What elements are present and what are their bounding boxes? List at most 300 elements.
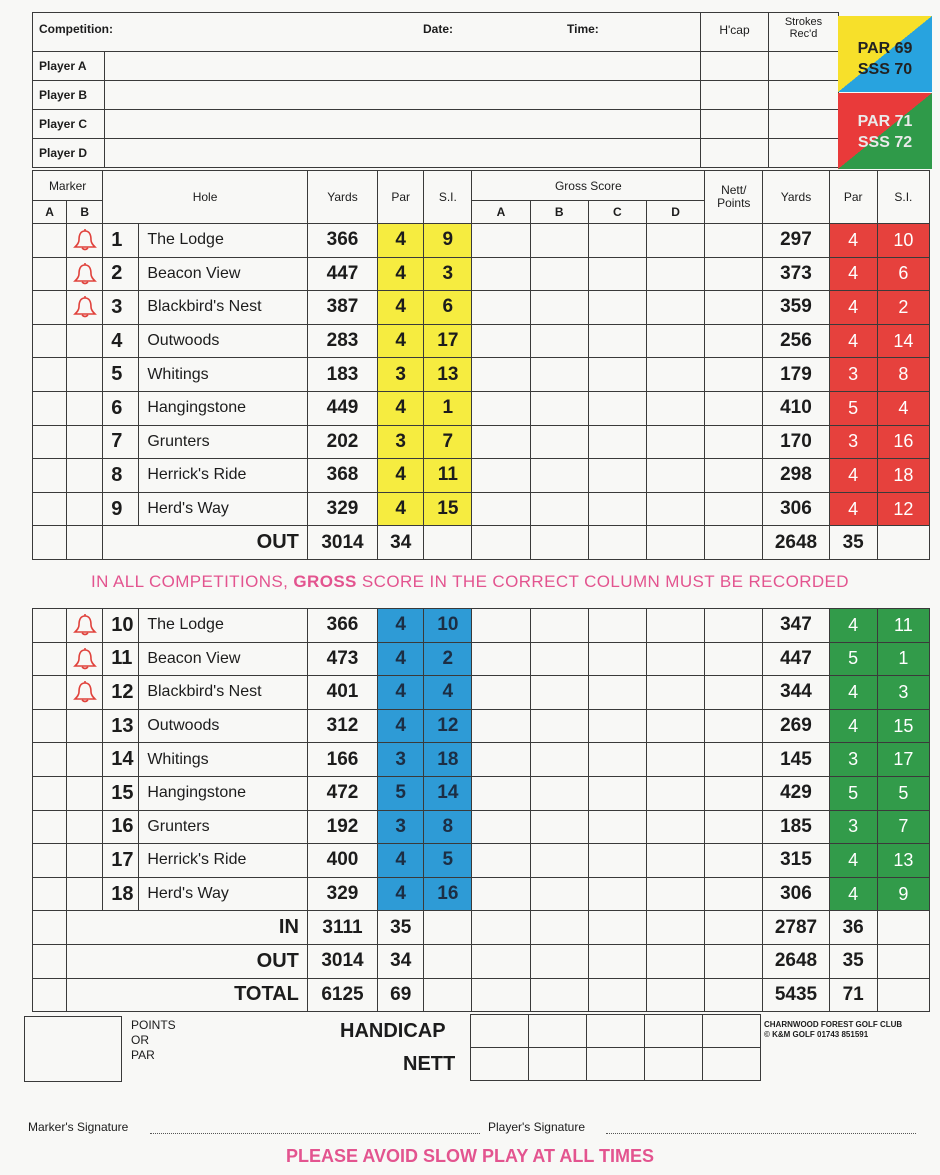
out-marker-b-cell[interactable] bbox=[67, 526, 103, 560]
marker-b-cell[interactable] bbox=[67, 459, 103, 493]
hole-par-alt: 4 bbox=[829, 257, 877, 291]
hole-yards: 283 bbox=[307, 324, 377, 358]
marker-a-cell[interactable] bbox=[33, 291, 67, 325]
gross-score-a-cell[interactable] bbox=[472, 459, 530, 493]
gross-c-header: C bbox=[588, 201, 646, 224]
total-label: OUT bbox=[67, 944, 308, 978]
total-row-out bbox=[33, 944, 930, 978]
player-d-label: Player D bbox=[33, 139, 105, 168]
marker-a-cell[interactable] bbox=[33, 709, 67, 743]
marker-b-cell[interactable] bbox=[67, 709, 103, 743]
total-gross-d-cell[interactable] bbox=[646, 911, 704, 945]
gross-score-d-cell[interactable] bbox=[646, 358, 704, 392]
gross-score-b-cell[interactable] bbox=[530, 224, 588, 258]
gross-score-a-cell[interactable] bbox=[472, 877, 530, 911]
gross-score-c-cell[interactable] bbox=[588, 224, 646, 258]
nett-points-cell[interactable] bbox=[705, 709, 763, 743]
nett-label-bottom: NETT bbox=[403, 1053, 456, 1075]
hole-yards: 329 bbox=[307, 877, 377, 911]
nett-points-cell[interactable] bbox=[705, 459, 763, 493]
hole-number: 16 bbox=[103, 810, 139, 844]
gross-score-a-cell[interactable] bbox=[472, 642, 530, 676]
marker-b-cell[interactable] bbox=[67, 257, 103, 291]
gross-score-d-cell[interactable] bbox=[646, 676, 704, 710]
hole-name: Hangingstone bbox=[139, 776, 308, 810]
hole-yards: 202 bbox=[307, 425, 377, 459]
nett-points-cell[interactable] bbox=[705, 224, 763, 258]
hole-number: 9 bbox=[103, 492, 139, 526]
hole-name: Herrick's Ride bbox=[139, 459, 308, 493]
tee1-sss-text: SSS 70 bbox=[857, 61, 913, 78]
total-par: 35 bbox=[378, 911, 424, 945]
nett-points-cell[interactable] bbox=[705, 776, 763, 810]
gross-score-d-cell[interactable] bbox=[646, 391, 704, 425]
gross-a-header: A bbox=[472, 201, 530, 224]
hole-row-8 bbox=[33, 459, 930, 493]
gross-score-b-cell[interactable] bbox=[530, 609, 588, 643]
hole-stroke-index: 4 bbox=[424, 676, 472, 710]
hole-yards-alt: 315 bbox=[763, 844, 829, 878]
out-gross-d-cell[interactable] bbox=[646, 526, 704, 560]
hole-stroke-index: 6 bbox=[424, 291, 472, 325]
nett-points-cell[interactable] bbox=[705, 291, 763, 325]
hole-yards-alt: 373 bbox=[763, 257, 829, 291]
gross-score-b-cell[interactable] bbox=[530, 257, 588, 291]
nett-points-cell[interactable] bbox=[705, 844, 763, 878]
gross-score-a-cell[interactable] bbox=[472, 425, 530, 459]
marker-b-cell[interactable] bbox=[67, 358, 103, 392]
nett-nett-cell[interactable] bbox=[703, 1048, 761, 1081]
par2-header: Par bbox=[829, 171, 877, 224]
gross-score-b-cell[interactable] bbox=[530, 492, 588, 526]
player-d-hcap-field[interactable] bbox=[701, 139, 769, 168]
gross-score-a-cell[interactable] bbox=[472, 676, 530, 710]
marker-a-cell[interactable] bbox=[33, 224, 67, 258]
hole-par: 4 bbox=[378, 609, 424, 643]
marker-a-cell[interactable] bbox=[33, 676, 67, 710]
gross-score-d-cell[interactable] bbox=[646, 291, 704, 325]
marker-a-cell[interactable] bbox=[33, 877, 67, 911]
gross-score-d-cell[interactable] bbox=[646, 877, 704, 911]
total-gross-b-cell[interactable] bbox=[530, 911, 588, 945]
gross-score-b-cell[interactable] bbox=[530, 324, 588, 358]
gross-score-d-cell[interactable] bbox=[646, 776, 704, 810]
gross-score-c-cell[interactable] bbox=[588, 425, 646, 459]
bell-icon bbox=[72, 262, 98, 286]
total-marker-a-cell[interactable] bbox=[33, 944, 67, 978]
hole-number: 18 bbox=[103, 877, 139, 911]
gross-score-c-cell[interactable] bbox=[588, 844, 646, 878]
gross-score-a-cell[interactable] bbox=[472, 743, 530, 777]
hole-yards-alt: 185 bbox=[763, 810, 829, 844]
marker-a-cell[interactable] bbox=[33, 391, 67, 425]
player-b-label: Player B bbox=[33, 81, 105, 110]
handicap-nett-cell[interactable] bbox=[703, 1015, 761, 1048]
marker-a-cell[interactable] bbox=[33, 425, 67, 459]
total-si-cell bbox=[424, 978, 472, 1012]
gross-score-a-cell[interactable] bbox=[472, 810, 530, 844]
marker-a-cell[interactable] bbox=[33, 743, 67, 777]
hole-name: The Lodge bbox=[139, 609, 308, 643]
total-gross-a-cell[interactable] bbox=[472, 944, 530, 978]
hole-par: 4 bbox=[378, 324, 424, 358]
competition-label: Competition: bbox=[39, 22, 113, 36]
marker-b-cell[interactable] bbox=[67, 391, 103, 425]
hole-name: Outwoods bbox=[139, 324, 308, 358]
gross-score-d-cell[interactable] bbox=[646, 642, 704, 676]
gross-score-c-cell[interactable] bbox=[588, 257, 646, 291]
hole-header: Hole bbox=[103, 171, 308, 224]
player-a-name-field[interactable] bbox=[105, 52, 701, 81]
total-yards-alt: 5435 bbox=[763, 978, 829, 1012]
marker-a-cell[interactable] bbox=[33, 257, 67, 291]
total-gross-c-cell[interactable] bbox=[588, 944, 646, 978]
nett-points-cell[interactable] bbox=[705, 425, 763, 459]
gross-score-a-cell[interactable] bbox=[472, 291, 530, 325]
gross-score-d-cell[interactable] bbox=[646, 324, 704, 358]
out-si2-cell bbox=[877, 526, 929, 560]
hole-yards: 183 bbox=[307, 358, 377, 392]
marker-signature-line[interactable] bbox=[150, 1133, 480, 1134]
handicap-c-cell[interactable] bbox=[587, 1015, 645, 1048]
gross-score-b-cell[interactable] bbox=[530, 459, 588, 493]
gross-score-c-cell[interactable] bbox=[588, 609, 646, 643]
hole-row-9 bbox=[33, 492, 930, 526]
hole-name: Blackbird's Nest bbox=[139, 676, 308, 710]
hole-number: 3 bbox=[103, 291, 139, 325]
nett-b-cell[interactable] bbox=[529, 1048, 587, 1081]
out-si-cell bbox=[424, 526, 472, 560]
gross-score-c-cell[interactable] bbox=[588, 492, 646, 526]
gross-score-c-cell[interactable] bbox=[588, 642, 646, 676]
hole-yards: 401 bbox=[307, 676, 377, 710]
bell-icon bbox=[72, 295, 98, 319]
hole-stroke-index-alt: 16 bbox=[877, 425, 929, 459]
hole-par-alt: 4 bbox=[829, 492, 877, 526]
hole-row-15 bbox=[33, 776, 930, 810]
hole-stroke-index: 7 bbox=[424, 425, 472, 459]
player-header-table bbox=[32, 12, 839, 168]
hole-stroke-index: 8 bbox=[424, 810, 472, 844]
hole-par: 3 bbox=[378, 810, 424, 844]
marker-a-cell[interactable] bbox=[33, 459, 67, 493]
hole-row-5 bbox=[33, 358, 930, 392]
gross-score-d-cell[interactable] bbox=[646, 257, 704, 291]
marker-a-cell[interactable] bbox=[33, 358, 67, 392]
gross-score-a-cell[interactable] bbox=[472, 391, 530, 425]
nett-points-cell[interactable] bbox=[705, 257, 763, 291]
gross-score-a-cell[interactable] bbox=[472, 776, 530, 810]
handicap-a-cell[interactable] bbox=[471, 1015, 529, 1048]
hole-par: 3 bbox=[378, 358, 424, 392]
hole-par: 4 bbox=[378, 642, 424, 676]
marker-a-cell[interactable] bbox=[33, 492, 67, 526]
gross-score-b-cell[interactable] bbox=[530, 642, 588, 676]
marker-b-cell[interactable] bbox=[67, 776, 103, 810]
marker-a-cell[interactable] bbox=[33, 776, 67, 810]
gross-score-d-cell[interactable] bbox=[646, 844, 704, 878]
total-label: IN bbox=[67, 911, 308, 945]
hole-par-alt: 4 bbox=[829, 844, 877, 878]
total-gross-b-cell[interactable] bbox=[530, 978, 588, 1012]
player-b-name-field[interactable] bbox=[105, 81, 701, 110]
gross-score-a-cell[interactable] bbox=[472, 492, 530, 526]
hole-stroke-index: 15 bbox=[424, 492, 472, 526]
total-row-in bbox=[33, 911, 930, 945]
hole-stroke-index-alt: 12 bbox=[877, 492, 929, 526]
gross-score-c-cell[interactable] bbox=[588, 324, 646, 358]
hole-number: 4 bbox=[103, 324, 139, 358]
hole-stroke-index: 10 bbox=[424, 609, 472, 643]
par-text: PAR bbox=[131, 1048, 155, 1062]
gross-score-d-cell[interactable] bbox=[646, 224, 704, 258]
marker-b-cell[interactable] bbox=[67, 492, 103, 526]
marker-b-cell[interactable] bbox=[67, 291, 103, 325]
handicap-d-cell[interactable] bbox=[645, 1015, 703, 1048]
hole-stroke-index-alt: 9 bbox=[877, 877, 929, 911]
out-gross-c-cell[interactable] bbox=[588, 526, 646, 560]
hole-stroke-index: 5 bbox=[424, 844, 472, 878]
gross-b-header: B bbox=[530, 201, 588, 224]
hole-yards: 312 bbox=[307, 709, 377, 743]
total-marker-a-cell[interactable] bbox=[33, 978, 67, 1012]
gross-score-b-cell[interactable] bbox=[530, 358, 588, 392]
total-yards-alt: 2787 bbox=[763, 911, 829, 945]
hole-par-alt: 4 bbox=[829, 224, 877, 258]
marker-b-cell[interactable] bbox=[67, 877, 103, 911]
hole-yards-alt: 410 bbox=[763, 391, 829, 425]
gross-score-a-cell[interactable] bbox=[472, 324, 530, 358]
nett-c-cell[interactable] bbox=[587, 1048, 645, 1081]
bell-icon bbox=[72, 613, 98, 637]
gross-score-b-cell[interactable] bbox=[530, 291, 588, 325]
gross-score-c-cell[interactable] bbox=[588, 358, 646, 392]
hcap-header: H'cap bbox=[701, 13, 769, 52]
gross-score-c-cell[interactable] bbox=[588, 291, 646, 325]
hole-stroke-index-alt: 10 bbox=[877, 224, 929, 258]
hole-par-alt: 4 bbox=[829, 459, 877, 493]
total-gross-d-cell[interactable] bbox=[646, 944, 704, 978]
total-gross-a-cell[interactable] bbox=[472, 911, 530, 945]
hole-name: Beacon View bbox=[139, 642, 308, 676]
hole-yards: 400 bbox=[307, 844, 377, 878]
marker-b-cell[interactable] bbox=[67, 224, 103, 258]
total-nett-cell[interactable] bbox=[705, 911, 763, 945]
gross-score-c-cell[interactable] bbox=[588, 776, 646, 810]
player-b-strokes-field[interactable] bbox=[769, 81, 839, 110]
hole-stroke-index-alt: 13 bbox=[877, 844, 929, 878]
gross-score-a-cell[interactable] bbox=[472, 844, 530, 878]
club-credit bbox=[764, 1020, 902, 1040]
gross-score-d-cell[interactable] bbox=[646, 743, 704, 777]
gross-score-a-cell[interactable] bbox=[472, 257, 530, 291]
nett-points-cell[interactable] bbox=[705, 391, 763, 425]
nett-points-cell[interactable] bbox=[705, 492, 763, 526]
hole-stroke-index-alt: 2 bbox=[877, 291, 929, 325]
nett-points-cell[interactable] bbox=[705, 810, 763, 844]
nett-a-cell[interactable] bbox=[471, 1048, 529, 1081]
hole-row-1 bbox=[33, 224, 930, 258]
hole-par: 4 bbox=[378, 492, 424, 526]
gross-score-c-cell[interactable] bbox=[588, 709, 646, 743]
nett-d-cell[interactable] bbox=[645, 1048, 703, 1081]
gross-score-a-cell[interactable] bbox=[472, 358, 530, 392]
gross-score-b-cell[interactable] bbox=[530, 676, 588, 710]
hole-number: 15 bbox=[103, 776, 139, 810]
gross-score-c-cell[interactable] bbox=[588, 743, 646, 777]
hole-yards: 368 bbox=[307, 459, 377, 493]
hole-row-7 bbox=[33, 425, 930, 459]
nett-points-cell[interactable] bbox=[705, 324, 763, 358]
player-c-strokes-field[interactable] bbox=[769, 110, 839, 139]
gross-score-c-cell[interactable] bbox=[588, 877, 646, 911]
total-gross-a-cell[interactable] bbox=[472, 978, 530, 1012]
marker-a-cell[interactable] bbox=[33, 609, 67, 643]
player-a-strokes-field[interactable] bbox=[769, 52, 839, 81]
gross-score-a-cell[interactable] bbox=[472, 709, 530, 743]
competition-field[interactable] bbox=[33, 13, 701, 52]
gross-score-d-cell[interactable] bbox=[646, 459, 704, 493]
gross-score-c-cell[interactable] bbox=[588, 810, 646, 844]
total-nett-cell[interactable] bbox=[705, 944, 763, 978]
marker-b-cell[interactable] bbox=[67, 743, 103, 777]
par-header: Par bbox=[378, 171, 424, 224]
total-gross-c-cell[interactable] bbox=[588, 978, 646, 1012]
gross-score-b-cell[interactable] bbox=[530, 877, 588, 911]
out-gross-b-cell[interactable] bbox=[530, 526, 588, 560]
marker-b-cell[interactable] bbox=[67, 810, 103, 844]
hole-number: 17 bbox=[103, 844, 139, 878]
hole-yards: 449 bbox=[307, 391, 377, 425]
hole-yards: 473 bbox=[307, 642, 377, 676]
total-row-total bbox=[33, 978, 930, 1012]
nett-points-cell[interactable] bbox=[705, 743, 763, 777]
hole-row-13 bbox=[33, 709, 930, 743]
hole-stroke-index: 9 bbox=[424, 224, 472, 258]
nett-points-cell[interactable] bbox=[705, 642, 763, 676]
out-yards2: 2648 bbox=[763, 526, 829, 560]
player-d-strokes-field[interactable] bbox=[769, 139, 839, 168]
player-d-name-field[interactable] bbox=[105, 139, 701, 168]
gross-score-d-cell[interactable] bbox=[646, 810, 704, 844]
marker-b-cell[interactable] bbox=[67, 676, 103, 710]
total-nett-cell[interactable] bbox=[705, 978, 763, 1012]
hole-name: Herrick's Ride bbox=[139, 844, 308, 878]
hole-stroke-index-alt: 18 bbox=[877, 459, 929, 493]
marker-a-cell[interactable] bbox=[33, 642, 67, 676]
gross-score-a-cell[interactable] bbox=[472, 609, 530, 643]
marker-a-cell[interactable] bbox=[33, 324, 67, 358]
hole-yards-alt: 347 bbox=[763, 609, 829, 643]
total-gross-d-cell[interactable] bbox=[646, 978, 704, 1012]
total-par-alt: 71 bbox=[829, 978, 877, 1012]
hole-par: 4 bbox=[378, 391, 424, 425]
hole-par: 4 bbox=[378, 676, 424, 710]
marker-b-cell[interactable] bbox=[67, 609, 103, 643]
gross-score-b-cell[interactable] bbox=[530, 743, 588, 777]
nett-points-cell[interactable] bbox=[705, 676, 763, 710]
hole-yards-alt: 179 bbox=[763, 358, 829, 392]
total-gross-b-cell[interactable] bbox=[530, 944, 588, 978]
hole-stroke-index: 3 bbox=[424, 257, 472, 291]
gross-score-c-cell[interactable] bbox=[588, 391, 646, 425]
total-yards: 6125 bbox=[307, 978, 377, 1012]
hole-row-16 bbox=[33, 810, 930, 844]
total-gross-c-cell[interactable] bbox=[588, 911, 646, 945]
nett-label: Nett/ bbox=[721, 183, 747, 197]
hole-yards-alt: 306 bbox=[763, 492, 829, 526]
gross-score-c-cell[interactable] bbox=[588, 459, 646, 493]
hole-name: Herd's Way bbox=[139, 877, 308, 911]
gross-score-b-cell[interactable] bbox=[530, 844, 588, 878]
gross-score-b-cell[interactable] bbox=[530, 391, 588, 425]
hole-stroke-index-alt: 1 bbox=[877, 642, 929, 676]
back-nine-table bbox=[32, 608, 930, 1012]
gross-score-d-cell[interactable] bbox=[646, 425, 704, 459]
marker-a-cell[interactable] bbox=[33, 810, 67, 844]
nett-points-cell[interactable] bbox=[705, 609, 763, 643]
gross-score-a-cell[interactable] bbox=[472, 224, 530, 258]
gross-score-b-cell[interactable] bbox=[530, 425, 588, 459]
hole-stroke-index-alt: 15 bbox=[877, 709, 929, 743]
player-a-hcap-field[interactable] bbox=[701, 52, 769, 81]
hole-stroke-index-alt: 5 bbox=[877, 776, 929, 810]
out-nett-cell[interactable] bbox=[705, 526, 763, 560]
gross-score-b-cell[interactable] bbox=[530, 776, 588, 810]
hole-par: 5 bbox=[378, 776, 424, 810]
marker-a-cell[interactable] bbox=[33, 844, 67, 878]
gross-score-b-cell[interactable] bbox=[530, 810, 588, 844]
out-label: OUT bbox=[103, 526, 308, 560]
hole-number: 6 bbox=[103, 391, 139, 425]
player-b-hcap-field[interactable] bbox=[701, 81, 769, 110]
player-c-hcap-field[interactable] bbox=[701, 110, 769, 139]
total-marker-a-cell[interactable] bbox=[33, 911, 67, 945]
points-or-par-box[interactable] bbox=[24, 1016, 122, 1082]
hole-par-alt: 4 bbox=[829, 676, 877, 710]
marker-b-cell[interactable] bbox=[67, 642, 103, 676]
hole-stroke-index-alt: 8 bbox=[877, 358, 929, 392]
marker-b-cell[interactable] bbox=[67, 844, 103, 878]
time-label: Time: bbox=[567, 22, 599, 36]
marker-b-cell[interactable] bbox=[67, 324, 103, 358]
marker-b-cell[interactable] bbox=[67, 425, 103, 459]
hole-stroke-index-alt: 11 bbox=[877, 609, 929, 643]
hole-row-4 bbox=[33, 324, 930, 358]
player-signature-line[interactable] bbox=[606, 1133, 916, 1134]
handicap-b-cell[interactable] bbox=[529, 1015, 587, 1048]
gross-score-d-cell[interactable] bbox=[646, 609, 704, 643]
hole-yards-alt: 145 bbox=[763, 743, 829, 777]
nett-points-cell[interactable] bbox=[705, 877, 763, 911]
player-c-name-field[interactable] bbox=[105, 110, 701, 139]
gross-score-c-cell[interactable] bbox=[588, 676, 646, 710]
gross-score-b-cell[interactable] bbox=[530, 709, 588, 743]
hole-par-alt: 5 bbox=[829, 776, 877, 810]
gross-score-d-cell[interactable] bbox=[646, 709, 704, 743]
gross-score-d-cell[interactable] bbox=[646, 492, 704, 526]
total-yards: 3111 bbox=[307, 911, 377, 945]
hole-yards-alt: 297 bbox=[763, 224, 829, 258]
hole-row-11 bbox=[33, 642, 930, 676]
out-gross-a-cell[interactable] bbox=[472, 526, 530, 560]
out-marker-a-cell[interactable] bbox=[33, 526, 67, 560]
front-nine-rows bbox=[33, 224, 930, 526]
hole-name: Hangingstone bbox=[139, 391, 308, 425]
nett-points-cell[interactable] bbox=[705, 358, 763, 392]
bell-icon bbox=[72, 680, 98, 704]
hole-number: 10 bbox=[103, 609, 139, 643]
